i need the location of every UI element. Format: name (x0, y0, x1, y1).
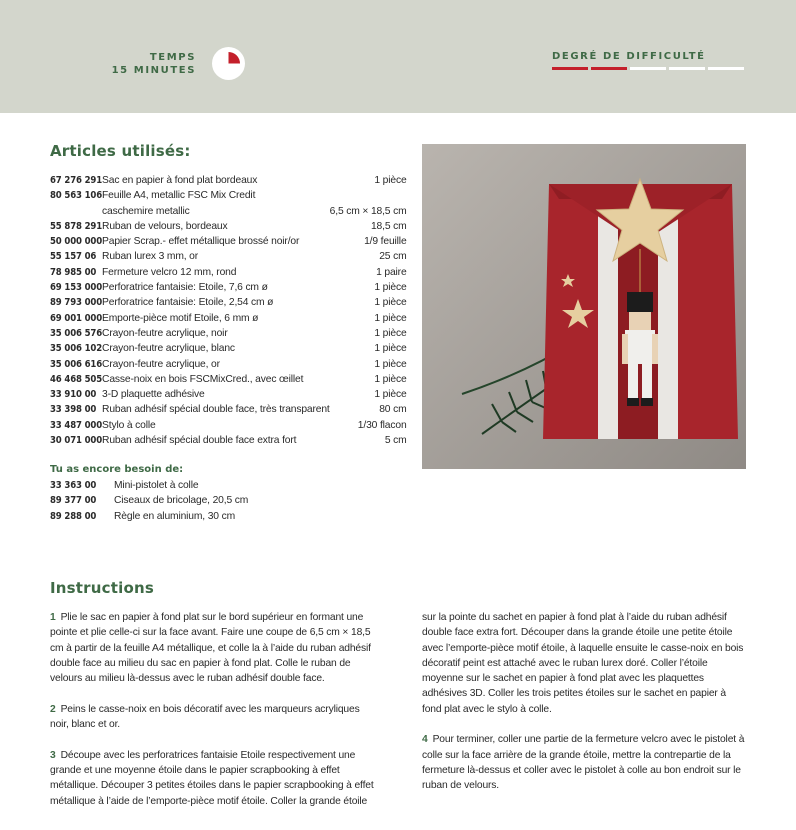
article-row (50, 220, 407, 235)
article-code: 67 276 291 (50, 175, 103, 186)
article-row (50, 373, 407, 388)
article-code: 55 878 291 (50, 220, 103, 232)
article-qty: 1 pièce (374, 312, 407, 324)
time-value: 15 MINUTES (111, 65, 196, 76)
article-name: Perforatrice fantaisie: Etoile, 2,54 cm ø (102, 297, 274, 309)
article-name: Casse-noix en bois FSCMixCred., avec œillet (102, 373, 304, 385)
article-qty: 6,5 cm × 18,5 cm (329, 205, 407, 217)
instruction-continuation: sur la pointe du sachet en papier à fond plat à l’aide du ruban adhésif double face extra fort. Découper dans la grande étoile une petite étoile avec l’emporte-pièce motif étoile, à laquelle ensuite le casse-noix en bois décoratif peint est attaché avec le ruban lurex doré. Coller l’étoile moyenne sur le sachet en papier à fond plat avec les plaquettes adhésives 3D. Coller les trois petites étoiles sur le sachet en papier à fond plat avec le stylo à colle. (422, 612, 744, 715)
instruction-step (50, 702, 376, 733)
article-row (50, 403, 407, 418)
articles-title: Articles utilisés: (50, 142, 191, 160)
article-qty: 1 pièce (374, 373, 407, 385)
article-name: Crayon-feutre acrylique, blanc (102, 343, 235, 355)
article-code: 33 487 000 (50, 419, 103, 431)
article-qty: 5 cm (384, 435, 407, 447)
article-qty: 80 cm (379, 404, 407, 416)
article-code: 35 006 576 (50, 327, 103, 339)
besoin-name: Règle en aluminium, 30 cm (114, 510, 236, 522)
article-qty (330, 189, 407, 204)
article-row (50, 434, 407, 449)
difficulty-label: DEGRÉ DE DIFFICULTÉ (552, 51, 706, 62)
step-text: Plie le sac en papier à fond plat sur le bord supérieur en formant une pointe et plie celle-ci sur la face avant. Faire une coupe de 6,5 cm × 18,5 cm à partir de la feuille A4 métallique, et colle la à l’aide du ruban adhésif double face au milieu du sac en papier à fond plat. Colle le ruban de velours au milieu là-dessus avec le ruban adhésif double face. (50, 612, 371, 685)
article-qty: 1 pièce (374, 343, 407, 355)
instructions-title: Instructions (50, 579, 154, 597)
besoin-row (50, 494, 376, 509)
besoin-row (50, 510, 376, 525)
besoin-code: 33 363 00 (50, 480, 97, 491)
article-row (50, 205, 407, 220)
article-qty: 1 pièce (374, 389, 407, 401)
article-code: 69 001 000 (50, 312, 103, 324)
besoin-name: Mini-pistolet à colle (114, 480, 199, 491)
article-code: 55 157 06 (50, 251, 97, 263)
article-name: Papier Scrap.- effet métallique brossé noir/or (102, 236, 300, 248)
article-code: 30 071 000 (50, 435, 103, 447)
articles-table (50, 174, 407, 449)
article-row (50, 174, 407, 189)
step-number: 4 (422, 734, 428, 746)
besoin-code: 89 377 00 (50, 495, 97, 507)
article-code: 35 006 616 (50, 358, 103, 370)
article-name: Ruban lurex 3 mm, or (102, 251, 199, 263)
header-band (0, 0, 796, 113)
clock-pie-icon (212, 47, 245, 80)
instructions-left-column (50, 610, 376, 824)
article-qty: 1 pièce (374, 358, 407, 370)
article-name: Ruban de velours, bordeaux (102, 220, 228, 232)
article-code (50, 205, 102, 220)
article-code: 89 793 000 (50, 297, 103, 309)
article-qty: 1/30 flacon (357, 419, 407, 431)
step-number: 3 (50, 749, 56, 761)
article-code: 35 006 102 (50, 343, 103, 355)
besoin-title: Tu as encore besoin de: (50, 464, 184, 475)
article-qty: 1/9 feuille (364, 236, 407, 248)
besoin-code: 89 288 00 (50, 510, 97, 522)
article-qty: 25 cm (379, 251, 407, 263)
article-name: Ruban adhésif spécial double face, très transparent (102, 404, 330, 416)
instruction-step (422, 732, 748, 793)
article-row (50, 342, 407, 357)
article-row (50, 312, 407, 327)
step-text: Peins le casse-noix en bois décoratif avec les marqueurs acryliques noir, blanc et or. (50, 703, 360, 731)
article-code: 33 910 00 (50, 389, 97, 401)
step-number: 2 (50, 703, 56, 715)
instruction-step (50, 748, 376, 809)
time-block (112, 51, 196, 77)
article-row (50, 189, 407, 204)
article-name: Emporte-pièce motif Etoile, 6 mm ø (102, 312, 259, 324)
article-name: Feuille A4, metallic FSC Mix Credit (102, 190, 256, 202)
difficulty-bar (708, 67, 744, 70)
article-code: 78 985 00 (50, 266, 97, 278)
step-text: Pour terminer, coller une partie de la fermeture velcro avec le pistolet à colle sur la face arrière de la grande étoile, mettre la contrepartie de la fermeture là-dessus et coller avec le pistolet à colle au bon endroit sur le ruban de velours. (422, 734, 745, 792)
article-row (50, 388, 407, 403)
article-name: Crayon-feutre acrylique, noir (102, 327, 228, 339)
gift-bag-illustration (422, 144, 746, 469)
article-name: Perforatrice fantaisie: Etoile, 7,6 cm ø (102, 282, 268, 294)
article-row (50, 419, 407, 434)
difficulty-bar (630, 67, 666, 70)
article-row (50, 281, 407, 296)
article-qty: 1 pièce (374, 282, 407, 294)
article-name: Ruban adhésif spécial double face extra fort (102, 435, 297, 447)
article-qty: 1 pièce (374, 327, 407, 339)
article-code: 80 563 106 (50, 190, 103, 202)
difficulty-bar (591, 67, 627, 70)
article-row (50, 266, 407, 281)
article-qty: 1 paire (376, 266, 407, 278)
article-row (50, 235, 407, 250)
difficulty-meter (552, 67, 744, 70)
article-row (50, 358, 407, 373)
article-code: 69 153 000 (50, 282, 103, 294)
step-text: Découpe avec les perforatrices fantaisie Etoile respectivement une grande et une moyenne étoile dans le papier scrapbooking à effet métallique. Découper 3 petites étoiles dans le papier scrapbooking à effet métallique à l’aide de l’emporte-pièce motif étoile. Coller la grande étoile (50, 749, 374, 807)
article-code: 50 000 000 (50, 236, 103, 248)
besoin-table (50, 479, 376, 525)
besoin-name: Ciseaux de bricolage, 20,5 cm (114, 495, 249, 507)
article-name: Sac en papier à fond plat bordeaux (102, 175, 258, 186)
article-qty: 1 pièce (374, 175, 407, 186)
article-name: Crayon-feutre acrylique, or (102, 358, 220, 370)
article-name: 3-D plaquette adhésive (102, 389, 205, 401)
difficulty-bar (552, 67, 588, 70)
product-photo (422, 144, 746, 469)
article-qty: 18,5 cm (370, 220, 407, 232)
article-code: 46 468 505 (50, 373, 103, 385)
article-row (50, 250, 407, 265)
time-label: TEMPS (149, 52, 196, 63)
instruction-step (50, 610, 376, 686)
article-qty: 1 pièce (374, 297, 407, 309)
article-code: 33 398 00 (50, 404, 97, 416)
step-number: 1 (50, 612, 56, 623)
difficulty-bar (669, 67, 705, 70)
article-name: Fermeture velcro 12 mm, rond (102, 266, 237, 278)
article-name: caschemire metallic (102, 205, 190, 217)
article-row (50, 296, 407, 311)
article-row (50, 327, 407, 342)
instructions-right-column (422, 610, 748, 809)
besoin-row (50, 479, 376, 494)
article-name: Stylo à colle (102, 419, 156, 431)
